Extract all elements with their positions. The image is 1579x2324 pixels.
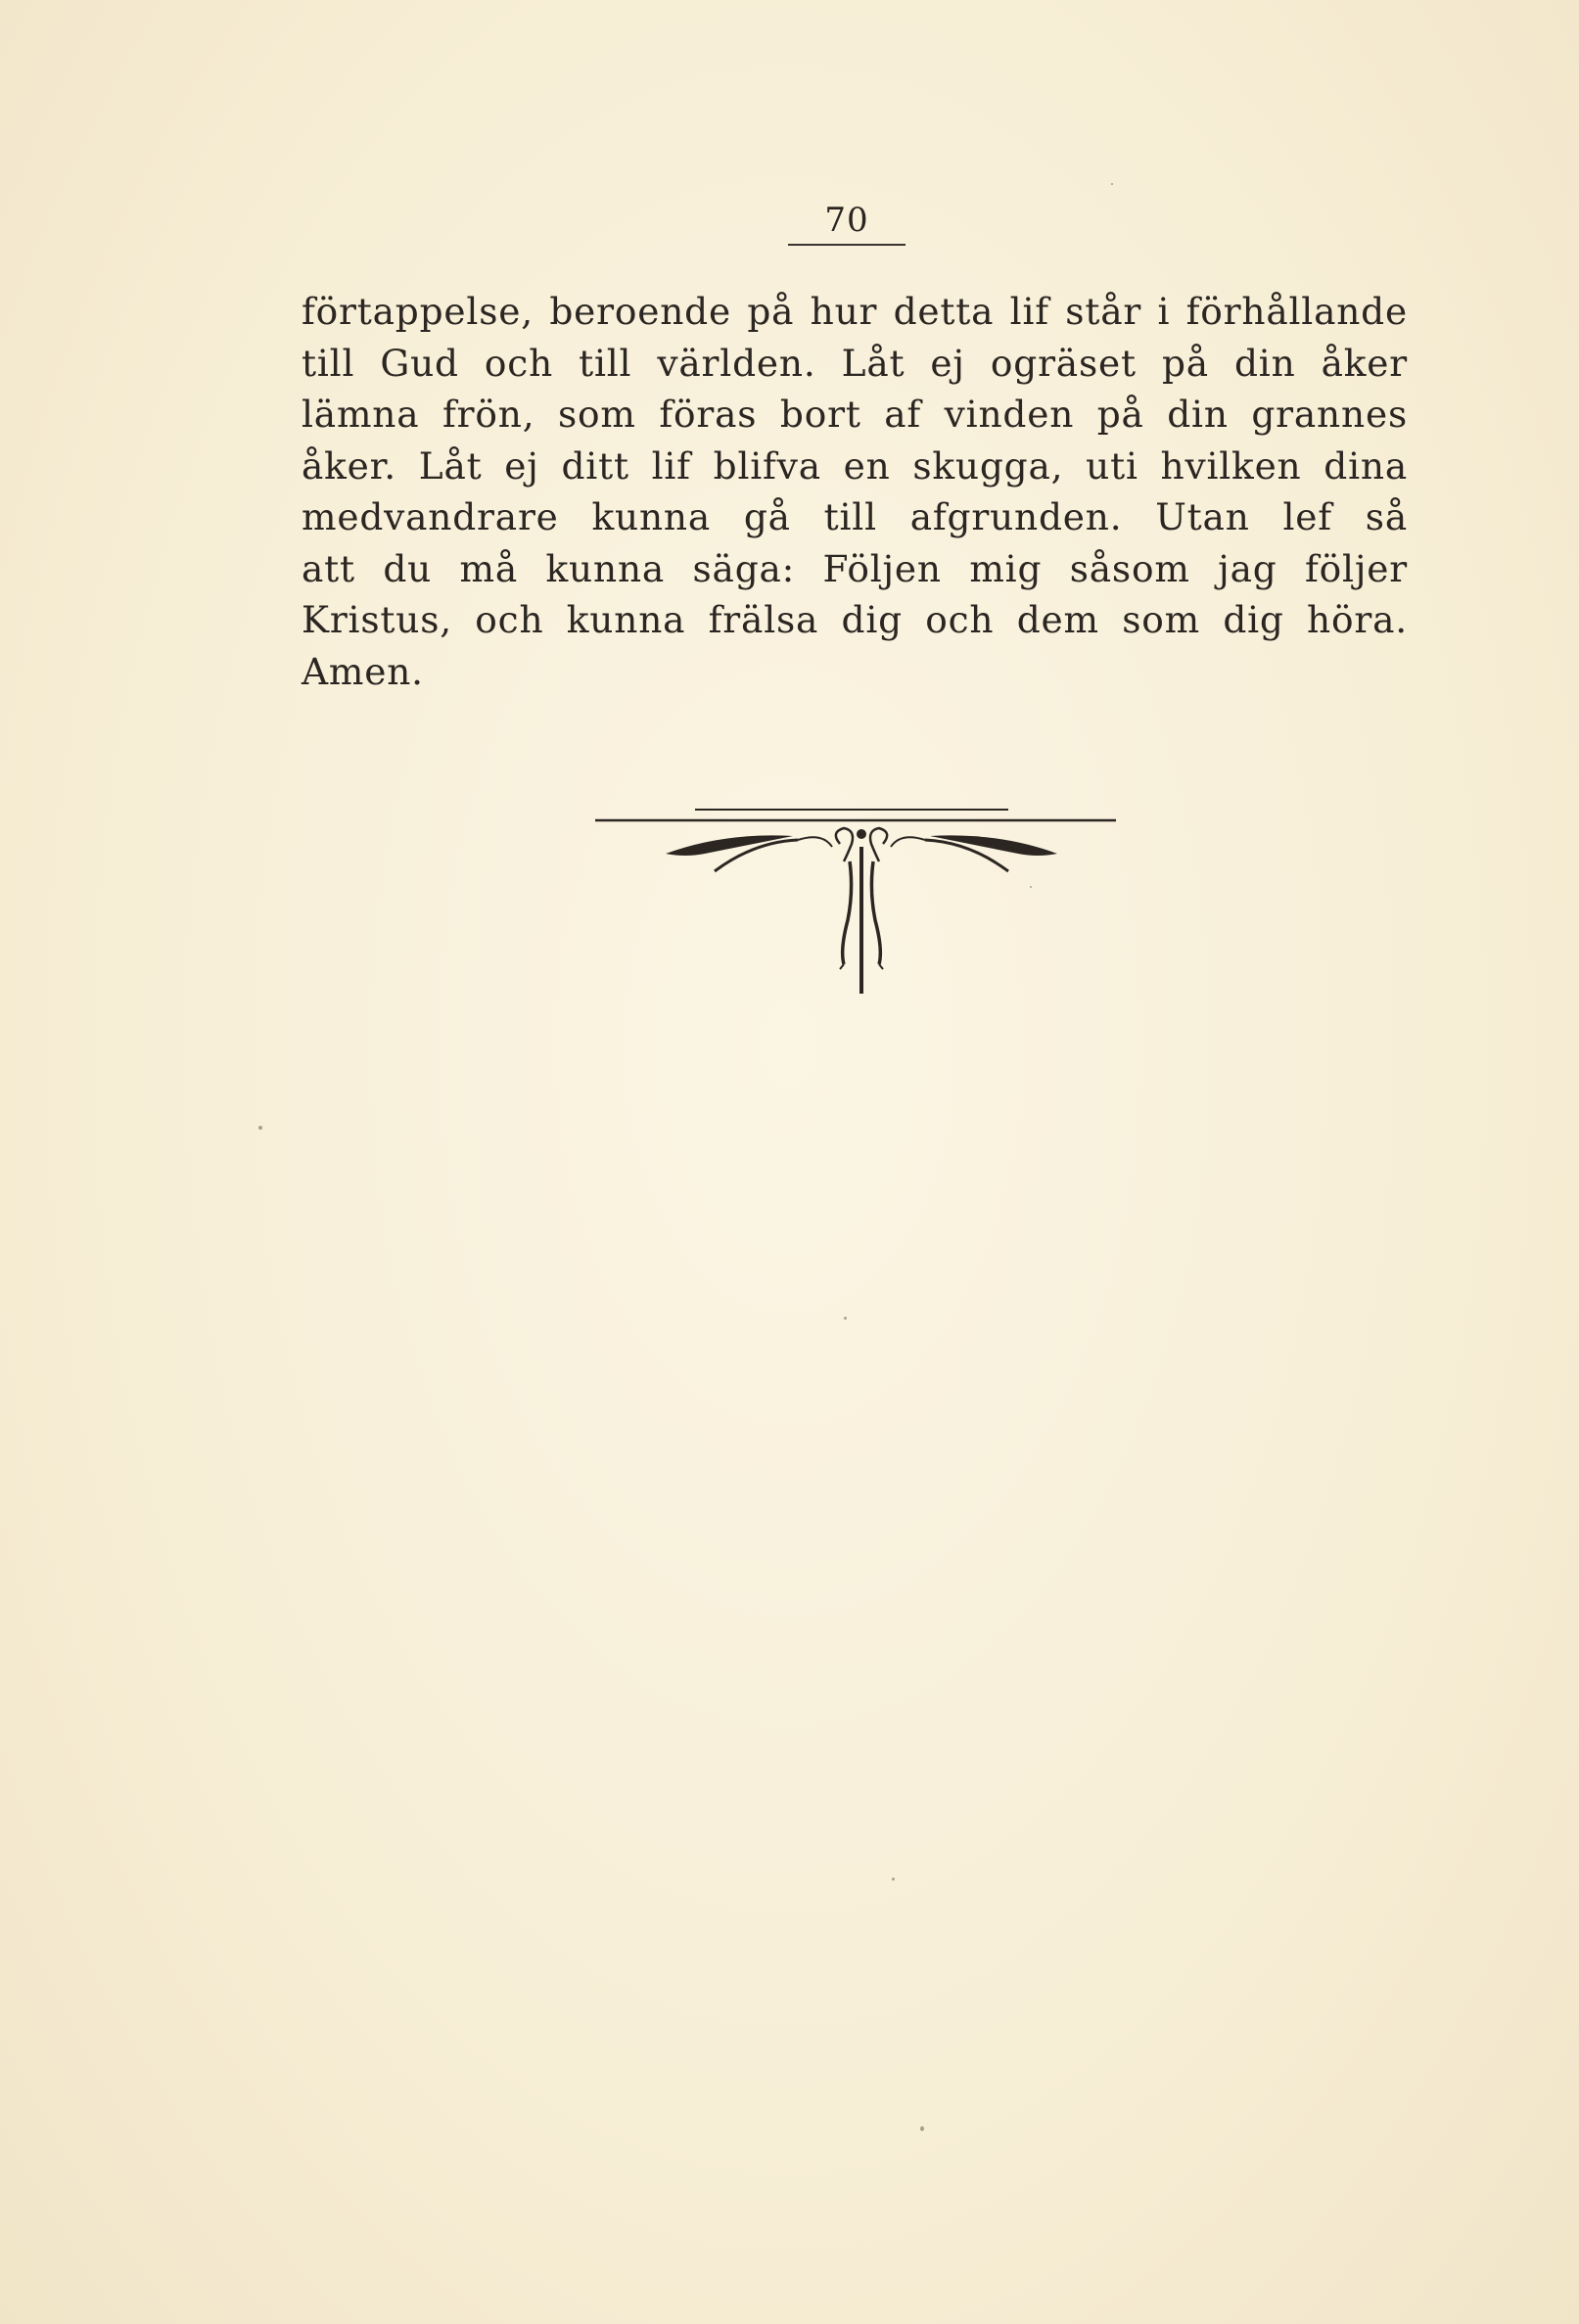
paper-speck	[892, 1878, 895, 1881]
paper-speck	[920, 2126, 924, 2131]
tailpiece-ornament-icon	[587, 793, 1136, 1038]
paper-speck	[1111, 183, 1113, 185]
text-line-1: förtappelse, beroende på hur detta lif står i förhållande	[302, 290, 1408, 333]
paper-speck	[844, 1317, 847, 1320]
text-line-5: medvandrare kunna gå till afgrunden. Utan lef så	[302, 495, 1408, 538]
paper-speck	[258, 1126, 262, 1130]
page-number-rule	[788, 244, 906, 246]
text-line-2: till Gud och till världen. Låt ej ogräset på din åker	[302, 341, 1408, 385]
text-line-4: åker. Låt ej ditt lif blifva en skugga, uti hvilken dina	[302, 443, 1408, 488]
page-header	[788, 201, 906, 246]
text-line-6: att du må kunna säga: Följen mig såsom jag följer	[302, 546, 1408, 590]
text-line-3: lämna frön, som föras bort af vinden på din grannes	[302, 393, 1408, 436]
paper-speck	[1030, 886, 1032, 888]
text-line-8: Amen.	[302, 649, 424, 693]
body-text	[302, 286, 1408, 697]
page-number: 70	[824, 201, 869, 240]
text-line-7: Kristus, och kunna frälsa dig och dem som dig höra.	[302, 598, 1408, 641]
